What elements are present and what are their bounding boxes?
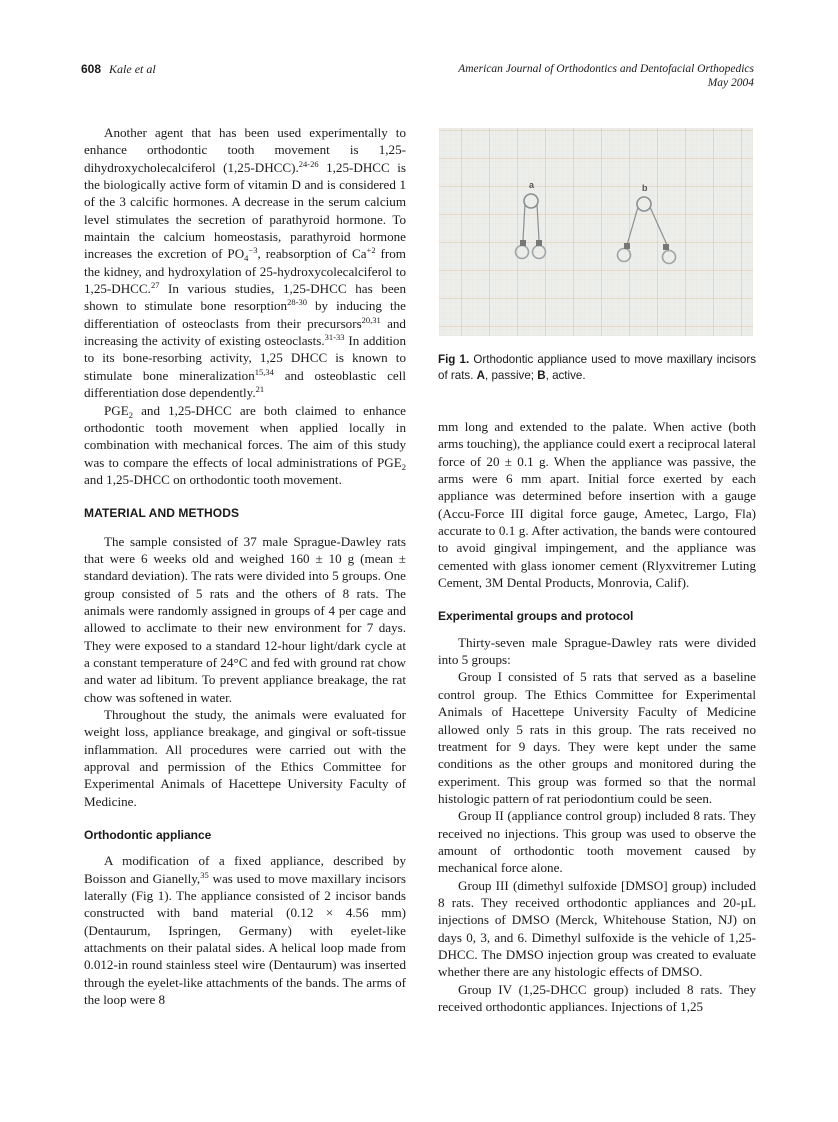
running-author: Kale et al bbox=[109, 62, 156, 76]
label-b: b bbox=[642, 183, 648, 193]
subheading-appliance: Orthodontic appliance bbox=[84, 828, 212, 843]
journal-title: American Journal of Orthodontics and Dentofacial Orthopedics bbox=[458, 63, 754, 75]
paragraph-appliance-cont: mm long and extended to the palate. When active (both arms touching), the appliance could exert a reciprocal lateral force of 20 ± 0.1 g. When the appliance was passive, the arms were 6 mm apart. Initial force exerted by each appliance was determined before insertion with a gauge (Accu-Force III digital force gauge, Ametec, Largo, Fla) accurate to 0.1 g. After activation, the bands were contoured to avoid gingival impingement, and the appliance was cemented with glass ionomer cement (Rlyxvitremer Luting Cement, 3M Dental Products, Monrovia, Calif). bbox=[438, 419, 756, 591]
section-heading-methods: MATERIAL AND METHODS bbox=[84, 506, 240, 521]
figure-1-photo bbox=[439, 128, 753, 336]
paragraph-group-3: Group III (dimethyl sulfoxide [DMSO] group) included 8 rats. They received orthodontic appliances and 20-µL injections of DMSO (Merck, Whitehouse Station, NJ) on days 0, 3, and 6. Dimethyl sulfoxide is the vehicle of 1,25-DHCC. The DMSO injection group was created to evaluate whether there are any histologic effects of DMSO. bbox=[438, 877, 756, 980]
left-column bbox=[84, 124, 406, 1009]
paragraph-evaluation: Throughout the study, the animals were evaluated for weight loss, appliance breakage, and gingival or soft-tissue inflammation. All procedures were carried out with the approval and permission of the Ethics Committee for Experimental Animals of Hacettepe University Faculty of Medicine. bbox=[84, 707, 406, 809]
running-header-left bbox=[81, 62, 156, 77]
paragraph-intro-vitd: Another agent that has been used experimentally to enhance orthodontic tooth movement is 1,25-dihydroxycholecalciferol (1,25-DHCC).$^{24-26}$ 1,25-DHCC is the biologically active form of vitamin D and is considered 1 of the 3 calcific hormones. A decrease in the serum calcium level stimulates the secretion of parathyroid hormone. To maintain the calcium homeostasis, parathyroid hormone increases the excretion of $PO_4^{-3}$, reabsorption of $Ca^{+2}$ from the kidney, and hydroxylation of 25-hydroxycolecalciferol to 1,25-DHCC.$^{27}$ In various studies, 1,25-DHCC has been shown to stimulate bone resorption$^{28-30}$ by inducing the differentiation of osteoclasts from their precursors$^{20,31}$ and increasing the activity of existing osteoclasts.$^{31-33}$ In addition to its bone-resorbing activity, 1,25 DHCC is known to stimulate bone mineralization$^{15,34}$ and osteoblastic cell differentiation dose dependently.$^{21}$ bbox=[84, 125, 407, 401]
paragraph-aim: $PGE_2$ and 1,25-DHCC are both claimed to enhance orthodontic tooth movement when applied locally in combination with mechanical forces. The aim of this study was to compare the effects of local administrations of $PGE_2$ and 1,25-DHCC on orthodontic tooth movement. bbox=[84, 402, 406, 487]
figure-1-caption: Fig 1. Orthodontic appliance used to move maxillary incisors of rats. A, passive; B, active. bbox=[438, 353, 756, 382]
running-header-right bbox=[458, 62, 754, 90]
label-a: a bbox=[529, 180, 535, 190]
paragraph-group-4: Group IV (1,25-DHCC group) included 8 rats. They received orthodontic appliances. Injections of 1,25 bbox=[438, 981, 756, 1014]
subheading-groups: Experimental groups and protocol bbox=[438, 609, 634, 624]
issue-date: May 2004 bbox=[707, 77, 754, 89]
paragraph-sample: The sample consisted of 37 male Sprague-Dawley rats that were 6 weeks old and weighed 160 ± 10 g (mean ± standard deviation). The rats were divided into 5 groups. One group consisted of 5 rats and the others of 8 rats. The animals were randomly assigned in groups of 4 per cage and allowed to acclimate to their new environment for 7 days. They were exposed to a standard 12-hour light/dark cycle at a constant temperature of 24°C and fed with ground rat chow and water ad libitum. To prevent appliance breakage, the rat chow was softened in water. bbox=[84, 533, 406, 705]
appliance-photo-graphic bbox=[439, 128, 753, 336]
page-number: 608 bbox=[81, 62, 102, 76]
paragraph-group-2: Group II (appliance control group) included 8 rats. They received no injections. This group was used to observe the amount of orthodontic tooth movement caused by mechanical force alone. bbox=[438, 808, 756, 876]
paragraph-appliance: A modification of a fixed appliance, described by Boisson and Gianelly,$^{35}$ was used to move maxillary incisors laterally (Fig 1). The appliance consisted of 2 incisor bands constructed with band material (0.12 × 4.56 mm) (Dentaurum, Ispringen, Germany) with eyelet-like attachments on their palatal sides. A helical loop made from 0.012-in round stainless steel wire (Dentaurum) was inserted through the eyelet-like attachments of the bands. The arms of the loop were 8 bbox=[84, 853, 406, 1008]
paragraph-groups-intro: Thirty-seven male Sprague-Dawley rats were divided into 5 groups: bbox=[438, 634, 756, 668]
right-column bbox=[438, 418, 756, 1015]
paragraph-group-1: Group I consisted of 5 rats that served as a baseline control group. The Ethics Committee for Experimental Animals of Hacettepe University Faculty of Medicine allowed only 5 rats in this group. The rats received no treatment for 9 days. They were kept under the same conditions as the other groups and monitored during the experiment. This group was formed so that the normal histologic pattern of rat periodontium could be seen. bbox=[438, 669, 756, 806]
